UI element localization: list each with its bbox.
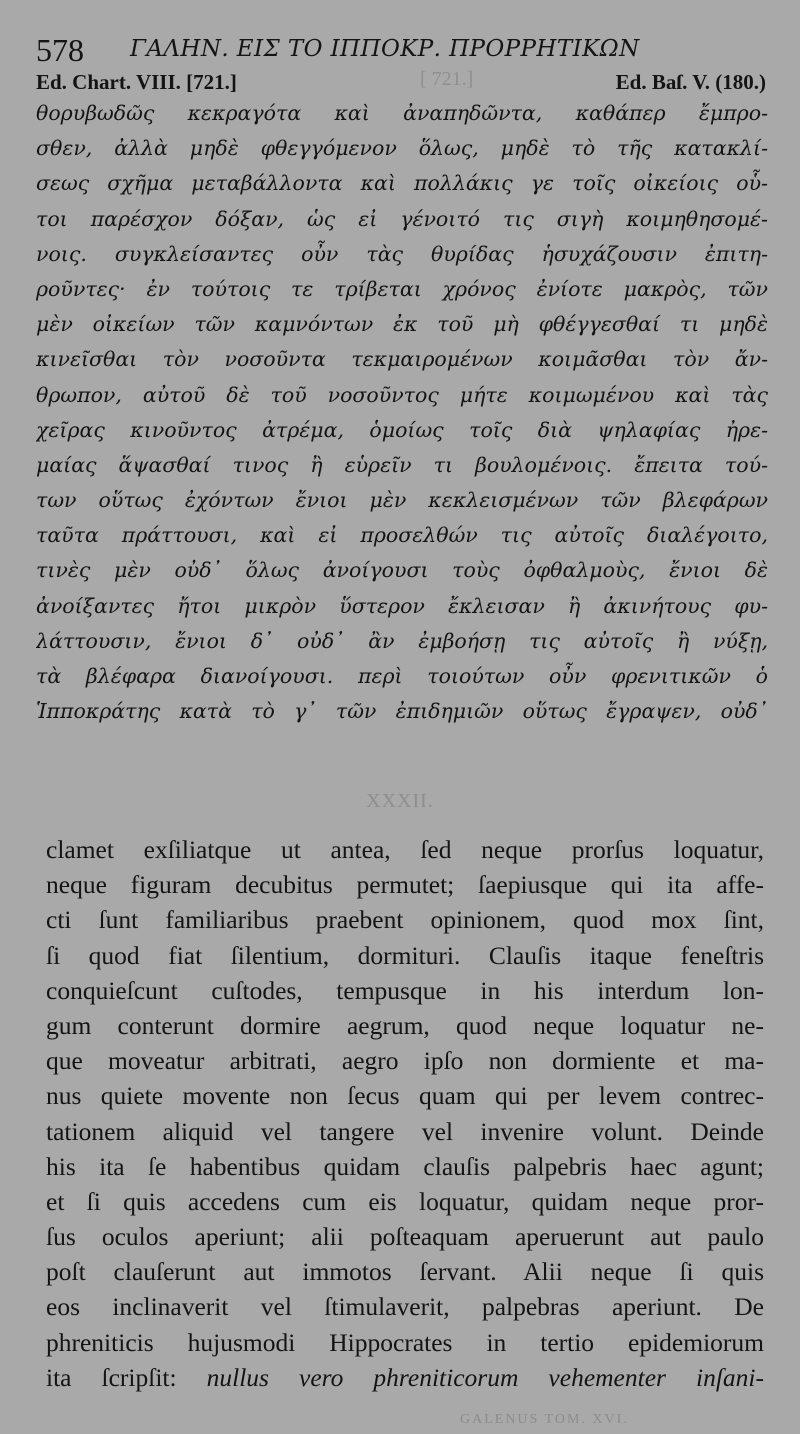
edition-chart-reference: Ed. Chart. VIII. [721.] xyxy=(36,70,237,94)
greek-line: νοις. συγκλείσαντες οὖν τὰς θυρίδας ἡσυχάζουσιν ἐπιτη- xyxy=(36,241,768,266)
greek-line: σθεν, ἀλλὰ μηδὲ φθεγγόμενον ὅλως, μηδὲ τὸ τῆς κατακλί- xyxy=(36,136,768,161)
latin-line: nus quiete movente non ſecus quam qui per levem contrec- xyxy=(46,1081,764,1111)
latin-last-italic: nullus vero phreniticorum vehementer inſani- xyxy=(206,1362,764,1392)
latin-line: que moveatur arbitrati, aegro ipſo non dormiente et ma- xyxy=(46,1046,764,1076)
latin-line: phreniticis hujusmodi Hippocrates in tertio epidemiorum xyxy=(46,1327,764,1357)
greek-line: μαίας ἅψασθαί τινος ἢ εὑρεῖν τι βουλομένοις. ἔπειτα τού- xyxy=(36,452,768,477)
page-header xyxy=(30,30,770,70)
greek-line: τὰ βλέφαρα διανοίγουσι. περὶ τοιούτων οὖν φρενιτικῶν ὁ xyxy=(36,664,768,688)
greek-line: ἀνοίξαντες ἤτοι μικρὸν ὕστερον ἔκλεισαν ἢ ἀκινήτους φυ- xyxy=(36,593,768,618)
page-number: 578 xyxy=(36,32,84,68)
latin-line: cti ſunt familiaribus praebent opinionem, quod mox ſint, xyxy=(46,905,764,935)
greek-line: θρωπον, αὐτοῦ δὲ τοῦ νοσοῦντος μήτε κοιμωμένου καὶ τὰς xyxy=(36,382,768,407)
greek-line: ροῦντες· ἐν τούτοις τε τρίβεται χρόνος ἐνίοτε μακρὸς, τῶν xyxy=(36,276,768,301)
greek-line: μὲν οἰκείων τῶν καμνόντων ἐκ τοῦ μὴ φθέγγεσθαί τι μηδὲ xyxy=(36,312,768,337)
latin-line: tationem aliquid vel tangere vel invenire volunt. Deinde xyxy=(46,1116,764,1146)
latin-line: his ita ſe habentibus quidam clauſis palpebris haec agunt; xyxy=(46,1151,764,1181)
greek-line: ταῦτα πράττουσι, καὶ εἰ προσελθών τις αὐτοῖς διαλέγοιτο, xyxy=(36,523,768,548)
greek-line: τινὲς μὲν οὐδ᾽ ὅλως ἀνοίγουσι τοὺς ὀφθαλμοὺς, ἔνιοι δὲ xyxy=(36,558,768,583)
latin-line: conquieſcunt cuſtodes, tempusque in his interdum lon- xyxy=(46,975,764,1005)
greek-line: σεως σχῆμα μεταβάλλοντα καὶ πολλάκις γε τοῖς οἰκείοις οὗ- xyxy=(36,171,768,196)
edition-reference-line xyxy=(36,68,766,96)
latin-line: neque figuram decubitus permutet; ſaepiusque qui ita affe- xyxy=(46,870,764,900)
latin-line: ſus oculos aperiunt; alii poſteaquam aperuerunt aut paulo xyxy=(46,1222,764,1252)
greek-line: λάττουσιν, ἔνιοι δ᾽ οὐδ᾽ ἂν ἐμβοήσῃ τις αὐτοῖς ἢ νύξῃ, xyxy=(36,628,768,653)
greek-line: κινεῖσθαι τὸν νοσοῦντα τεκμαιρομένων κοιμᾶσθαι τὸν ἄν- xyxy=(36,347,768,372)
section-number: XXXII. xyxy=(366,790,434,812)
latin-line: eos inclinaverit vel ſtimulaverit, palpebras aperiunt. De xyxy=(46,1292,764,1322)
latin-line: gum conterunt dormire aegrum, quod neque loquatur ne- xyxy=(46,1010,764,1040)
greek-line: χεῖρας κινοῦντος ἀτρέμα, ὁμοίως τοῖς διὰ ψηλαφίας ἠρε- xyxy=(36,417,768,442)
running-title: ΓΑΛΗΝ. ΕΙΣ ΤΟ ΙΠΠΟΚΡ. ΠΡΟΡΡΗΤΙΚΩΝ xyxy=(130,36,640,62)
latin-line: et ſi quis accedens cum eis loquatur, quidam neque pror- xyxy=(46,1186,764,1216)
latin-line: clamet exſiliatque ut antea, ſed neque prorſus loquatur, xyxy=(46,835,764,864)
latin-last-line xyxy=(46,1360,764,1395)
latin-text-block xyxy=(46,832,764,1395)
bleed-through-footer: GALENUS TOM. XVI. xyxy=(460,1412,629,1427)
greek-line: Ἱπποκράτης κατὰ τὸ γ᾽ τῶν ἐπιδημιῶν οὕτως ἔγραψεν, οὐδ᾽ xyxy=(36,699,768,724)
latin-line: ſi quod fiat ſilentium, dormituri. Clauſis itaque feneſtris xyxy=(46,940,764,970)
bleed-through-mark: [ 721.] xyxy=(420,68,474,90)
edition-basel-reference: Ed. Baſ. V. (180.) xyxy=(615,70,766,94)
greek-line: θορυβωδῶς κεκραγότα καὶ ἀναπηδῶντα, καθάπερ ἔμπρο- xyxy=(36,101,768,125)
latin-line: poſt clauſerunt aut immotos ſervant. Alii neque ſi quis xyxy=(46,1257,764,1287)
greek-text-block xyxy=(36,96,768,729)
latin-last-roman: ita ſcripſit: xyxy=(46,1362,207,1392)
greek-line: τοι παρέσχον δόξαν, ὡς εἰ γένοιτό τις σιγὴ κοιμηθησομέ- xyxy=(36,206,768,231)
greek-line: των οὕτως ἐχόντων ἔνιοι μὲν κεκλεισμένων τῶν βλεφάρων xyxy=(36,488,768,513)
